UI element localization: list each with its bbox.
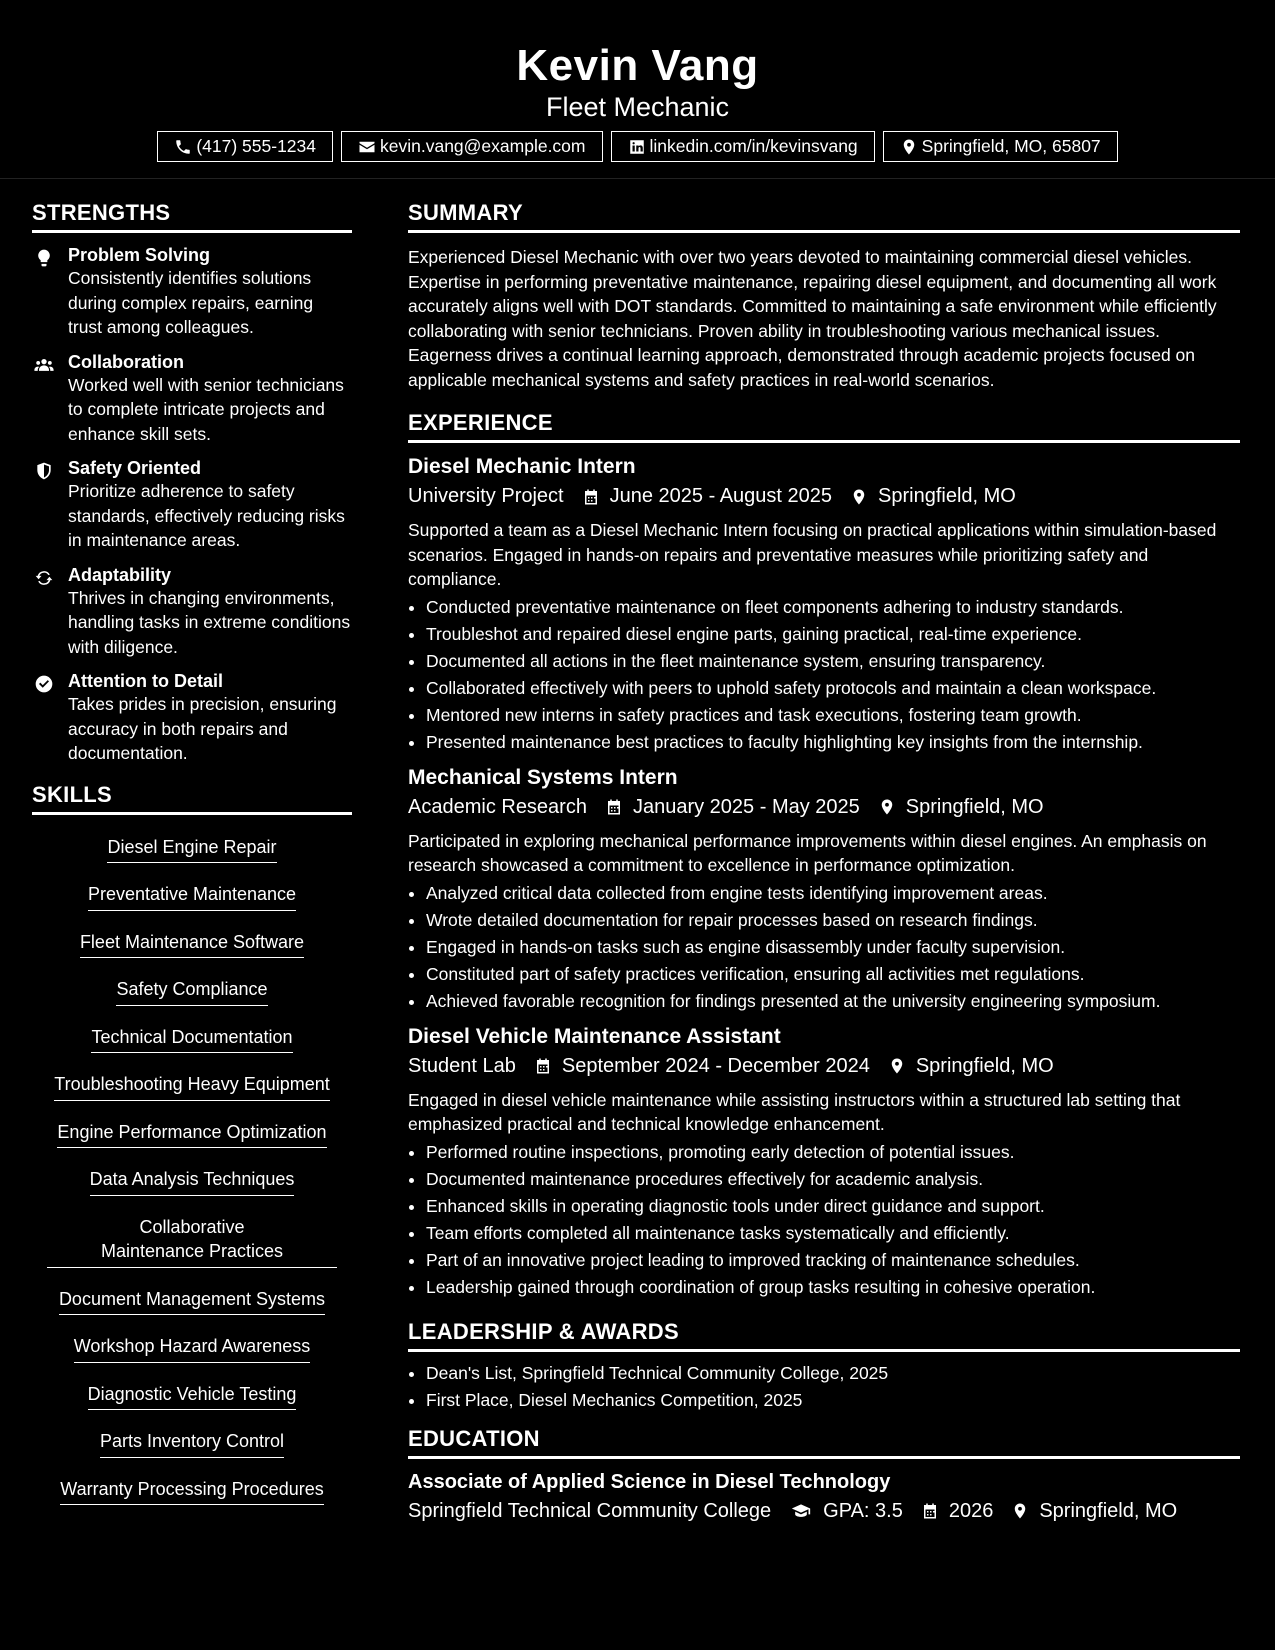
- job-bullets: [408, 880, 1240, 1015]
- job-org: Student Lab: [408, 1054, 516, 1077]
- contact-phone-text: (417) 555-1234: [196, 136, 316, 157]
- job-desc: Supported a team as a Diesel Mechanic Intern focusing on practical applications within simulation-based scenarios. Engaged in hands-on repairs and preventative measures while prioritizing safety and compliance.: [408, 520, 1217, 589]
- skill-item: Diagnostic Vehicle Testing: [88, 1380, 297, 1411]
- contact-linkedin[interactable]: [611, 131, 875, 162]
- list-item: • Collaborated effectively with peers to uphold safety protocols and maintain a clean workspace.: [426, 675, 1240, 702]
- list-item: • Enhanced skills in operating diagnostic tools under direct guidance and support.: [426, 1193, 1240, 1220]
- contact-location-text: Springfield, MO, 65807: [921, 136, 1101, 157]
- skill-item: Document Management Systems: [59, 1285, 325, 1316]
- job-org: Academic Research: [408, 795, 587, 818]
- strengths-heading: STRENGTHS: [32, 200, 352, 233]
- job-dates: September 2024 - December 2024: [561, 1054, 870, 1077]
- strength-title: Safety Oriented: [68, 458, 202, 478]
- shield-icon: [34, 461, 54, 481]
- skill-item: Troubleshooting Heavy Equipment: [54, 1070, 330, 1101]
- contact-linkedin-text: linkedin.com/in/kevinsvang: [649, 136, 858, 157]
- strength-title: Problem Solving: [68, 245, 211, 265]
- job-location: Springfield, MO: [915, 1054, 1054, 1077]
- skill-item: Diesel Engine Repair: [107, 833, 276, 864]
- contact-email[interactable]: [341, 131, 603, 162]
- header-divider: [0, 178, 1275, 179]
- list-item: • Analyzed critical data collected from engine tests identifying improvement areas.: [426, 880, 1240, 907]
- education-location: Springfield, MO: [1039, 1499, 1178, 1522]
- strength-item: [32, 565, 352, 660]
- skill-item: Workshop Hazard Awareness: [74, 1332, 310, 1363]
- job-dates: January 2025 - May 2025: [632, 795, 860, 818]
- job-location: Springfield, MO: [878, 485, 1016, 507]
- strength-title: Attention to Detail: [68, 671, 223, 691]
- job-bullets: [408, 594, 1240, 756]
- job-title: Diesel Mechanic Intern: [408, 455, 636, 478]
- list-item: • Wrote detailed documentation for repair processes based on research findings.: [426, 907, 1240, 934]
- skill-item: Parts Inventory Control: [100, 1427, 284, 1458]
- list-item: • Documented all actions in the fleet maintenance system, ensuring transparency.: [426, 648, 1240, 675]
- map-pin-icon: [1011, 1501, 1029, 1521]
- check-circle-icon: [34, 674, 54, 694]
- list-item: • Dean's List, Springfield Technical Community College, 2025: [426, 1360, 1240, 1387]
- leadership-heading: LEADERSHIP & AWARDS: [408, 1319, 1240, 1352]
- leadership-list: [408, 1360, 1240, 1414]
- job-meta: [408, 1055, 1240, 1078]
- contact-location: [883, 131, 1118, 162]
- skill-item: Safety Compliance: [116, 975, 267, 1006]
- map-pin-icon: [888, 1056, 906, 1076]
- education-meta: [408, 1500, 1240, 1523]
- calendar-icon: [534, 1056, 552, 1076]
- strength-title: Collaboration: [68, 351, 184, 372]
- graduation-cap-icon: [789, 1501, 813, 1521]
- list-item: • Mentored new interns in safety practices and task executions, fostering team growth.: [426, 702, 1240, 729]
- strength-item: [32, 458, 352, 553]
- job-desc: Participated in exploring mechanical performance improvements within diesel engines. An emphasis on research showcased a commitment to excellence in performance optimization.: [408, 830, 1207, 875]
- graduation-year: 2026: [948, 1499, 994, 1522]
- candidate-name: Kevin Vang: [516, 41, 759, 90]
- experience-heading: EXPERIENCE: [408, 410, 1240, 443]
- skill-item: Technical Documentation: [91, 1023, 292, 1054]
- envelope-icon: [358, 138, 376, 156]
- map-pin-icon: [878, 797, 896, 817]
- strength-item: [32, 245, 352, 340]
- strength-item: [32, 352, 352, 447]
- list-item: • Documented maintenance procedures effectively for academic analysis.: [426, 1166, 1240, 1193]
- skill-item: Data Analysis Techniques: [90, 1165, 295, 1196]
- summary-heading: SUMMARY: [408, 200, 1240, 233]
- refresh-icon: [34, 568, 54, 588]
- skill-item: Engine Performance Optimization: [57, 1118, 326, 1149]
- strength-desc: Worked well with senior technicians to complete intricate projects and enhance skill sets.: [68, 374, 344, 444]
- list-item: • Team efforts completed all maintenance tasks systematically and efficiently.: [426, 1220, 1240, 1247]
- education-heading: EDUCATION: [408, 1426, 1240, 1459]
- contact-phone[interactable]: [157, 131, 333, 162]
- skill-item: Fleet Maintenance Software: [80, 928, 304, 959]
- list-item: • Constituted part of safety practices verification, ensuring all activities met regulations.: [426, 961, 1240, 988]
- job-dates: June 2025 - August 2025: [609, 485, 833, 507]
- school-name: Springfield Technical Community College: [408, 1499, 772, 1522]
- job-org: University Project: [408, 485, 564, 507]
- calendar-icon: [605, 797, 623, 817]
- list-item: • Achieved favorable recognition for findings presented at the university engineering symposium.: [426, 988, 1240, 1015]
- map-pin-icon: [850, 487, 868, 507]
- gpa: GPA: 3.5: [823, 1499, 903, 1522]
- strength-desc: Consistently identifies solutions during complex repairs, earning trust among colleagues.: [68, 268, 314, 337]
- skill-item: Warranty Processing Procedures: [60, 1475, 323, 1506]
- linkedin-icon: [628, 138, 646, 156]
- list-item: • First Place, Diesel Mechanics Competition, 2025: [426, 1387, 1240, 1414]
- skill-item: Collaborative Maintenance Practices: [47, 1213, 337, 1268]
- skills-heading: SKILLS: [32, 782, 352, 815]
- job-title: Mechanical Systems Intern: [408, 765, 678, 789]
- job-entry: [408, 455, 1240, 756]
- list-item: • Performed routine inspections, promoting early detection of potential issues.: [426, 1139, 1240, 1166]
- list-item: • Conducted preventative maintenance on fleet components adhering to industry standards.: [426, 594, 1240, 621]
- users-icon: [34, 355, 54, 375]
- candidate-role: Fleet Mechanic: [545, 92, 730, 123]
- contact-email-text: kevin.vang@example.com: [380, 136, 586, 157]
- list-item: • Part of an innovative project leading to improved tracking of maintenance schedules.: [426, 1247, 1240, 1274]
- list-item: • Engaged in hands-on tasks such as engine disassembly under faculty supervision.: [426, 934, 1240, 961]
- strength-title: Adaptability: [68, 564, 172, 585]
- phone-icon: [174, 138, 192, 156]
- list-item: • Troubleshot and repaired diesel engine parts, gaining practical, real-time experience.: [426, 621, 1240, 648]
- strength-item: [32, 671, 352, 766]
- job-title: Diesel Vehicle Maintenance Assistant: [408, 1024, 781, 1048]
- job-bullets: [408, 1139, 1240, 1301]
- degree-title: Associate of Applied Science in Diesel Technology: [408, 1470, 891, 1493]
- job-meta: [408, 485, 1240, 508]
- job-location: Springfield, MO: [905, 795, 1044, 818]
- strength-desc: Thrives in changing environments, handling tasks in extreme conditions with diligence.: [68, 587, 351, 657]
- strength-desc: Prioritize adherence to safety standards, effectively reducing risks in maintenance areas.: [68, 481, 345, 550]
- job-desc: Engaged in diesel vehicle maintenance while assisting instructors within a structured lab setting that emphasized practical and technical knowledge enhancement.: [408, 1089, 1181, 1134]
- job-entry: [408, 1025, 1240, 1301]
- calendar-icon: [582, 487, 600, 507]
- map-pin-icon: [900, 138, 918, 156]
- skill-item: Preventative Maintenance: [88, 880, 296, 911]
- right-column: [408, 200, 1240, 1533]
- list-item: • Leadership gained through coordination of group tasks resulting in cohesive operation.: [426, 1274, 1240, 1301]
- strength-desc: Takes prides in precision, ensuring accuracy in both repairs and documentation.: [68, 694, 337, 763]
- summary-text: Experienced Diesel Mechanic with over two years devoted to maintaining commercial diesel vehicles. Expertise in performing preventative maintenance, repairing diesel equipment, and documenting all work accurately aligns well with DOT standards. Committed to maintaining a safe environment while efficiently collaborating with senior technicians. Proven ability in troubleshooting various mechanical issues. Eagerness drives a continual learning approach, demonstrated through academic projects focused on applicable mechanical systems and safety practices in real-world scenarios.: [408, 247, 1217, 390]
- lightbulb-icon: [34, 248, 54, 268]
- contact-bar: [0, 131, 1275, 162]
- job-meta: [408, 796, 1240, 819]
- resume-header: [0, 0, 1275, 162]
- skills-list: [32, 833, 352, 1523]
- job-entry: [408, 766, 1240, 1015]
- left-column: [32, 200, 352, 1522]
- calendar-icon: [921, 1501, 939, 1521]
- list-item: • Presented maintenance best practices to faculty highlighting key insights from the internship.: [426, 729, 1240, 756]
